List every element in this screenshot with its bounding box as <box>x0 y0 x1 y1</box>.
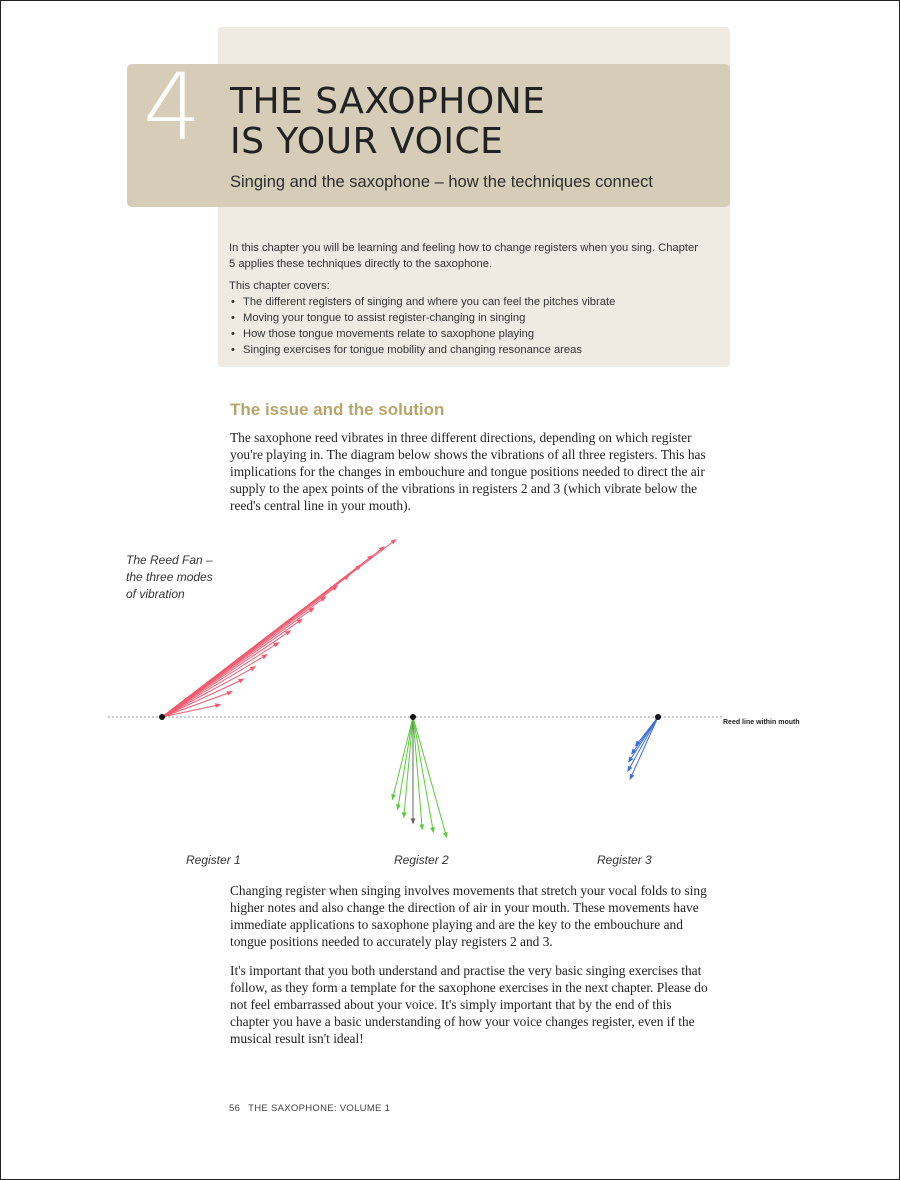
register2-line <box>393 717 413 797</box>
register2-tip <box>396 804 401 810</box>
register1-tip <box>262 654 268 659</box>
list-item: • The different registers of singing and where you can feel the pitches vibrate <box>229 294 699 310</box>
body-paragraph-2: Changing register when singing involves movements that stretch your vocal folds to sing higher notes and also change the direction of air in your mouth. These movements have immediate applications to saxophone playing and are the key to the embouchure and tongue positions needed to accurately play registers 2 and 3. <box>230 883 707 949</box>
register2-label: Register 2 <box>394 853 449 867</box>
register1-tip <box>391 539 397 545</box>
register1-line <box>162 632 288 717</box>
list-item: • Moving your tongue to assist register-changing in singing <box>229 310 699 326</box>
covers-label: This chapter covers: <box>229 280 330 292</box>
register1-tip <box>238 679 245 684</box>
register1-tip <box>250 666 256 671</box>
register2-tip <box>411 818 416 824</box>
register3-tip <box>630 774 635 781</box>
register3-label: Register 3 <box>597 853 652 867</box>
body-paragraph-3: It's important that you both understand and practise the very basic singing exercises that follow, as they form a template for the saxophone exercises in the next chapter. Please do not feel embarrassed about your voice. It's simply important that by the end of this chapter you have a basic understanding of how your voice changes register, even if the musical result isn't ideal! <box>230 963 708 1046</box>
list-item: • Singing exercises for tongue mobility and changing resonance areas <box>229 342 699 358</box>
register2-tip <box>391 794 396 801</box>
chapter-number: 4 <box>143 54 200 161</box>
register2-pivot <box>410 714 416 720</box>
chapter-title-line-1: THE SAXOPHONE <box>230 81 546 122</box>
caption-line-1: The Reed Fan – <box>126 553 213 567</box>
page-number: 56 <box>229 1103 241 1114</box>
register1-tip <box>227 691 234 696</box>
caption-line-2: the three modes <box>126 570 213 584</box>
book-title: THE SAXOPHONE: VOLUME 1 <box>248 1103 391 1114</box>
intro-paragraph: In this chapter you will be learning and feeling how to change registers when you sing. Chapter 5 applies these techniques directly to the saxophone. <box>229 242 698 270</box>
register3-pivot <box>655 714 661 720</box>
register1-tip <box>215 703 221 708</box>
register1-line <box>162 656 265 717</box>
chapter-title-line-2: IS YOUR VOICE <box>230 121 504 162</box>
register3-line <box>631 717 658 777</box>
register2-line <box>413 717 433 830</box>
register1-line <box>162 668 253 717</box>
register2-fan <box>391 717 447 838</box>
chapter-subtitle: Singing and the saxophone – how the techniques connect <box>230 173 653 191</box>
register1-pivot <box>159 714 165 720</box>
register1-tip <box>308 607 314 613</box>
reed-line-label: Reed line within mouth <box>723 719 800 726</box>
register3-tip <box>627 766 632 773</box>
register2-line <box>404 717 413 815</box>
register1-fan <box>162 539 397 717</box>
register1-tip <box>273 642 279 647</box>
body-paragraph-1: The saxophone reed vibrates in three different directions, depending on which register you're playing in. The diagram below shows the vibrations of all three registers. This has implications for the changes in embouchure and tongue positions needed to direct the air supply to the apex points of the vibrations in registers 2 and 3 (which vibrate below the reed's central line in your mouth). <box>230 430 706 513</box>
register1-line <box>162 644 277 717</box>
register2-tip <box>430 827 435 833</box>
section-heading: The issue and the solution <box>230 400 445 419</box>
register1-line <box>162 680 241 717</box>
caption-line-3: of vibration <box>126 587 185 601</box>
page-footer <box>229 1103 398 1114</box>
register2-tip <box>419 824 424 830</box>
list-item: • How those tongue movements relate to saxophone playing <box>229 326 699 342</box>
register3-line <box>629 717 658 769</box>
register2-tip <box>443 832 448 839</box>
register1-label: Register 1 <box>186 853 241 867</box>
register3-fan <box>627 717 658 780</box>
register2-tip <box>402 812 407 818</box>
